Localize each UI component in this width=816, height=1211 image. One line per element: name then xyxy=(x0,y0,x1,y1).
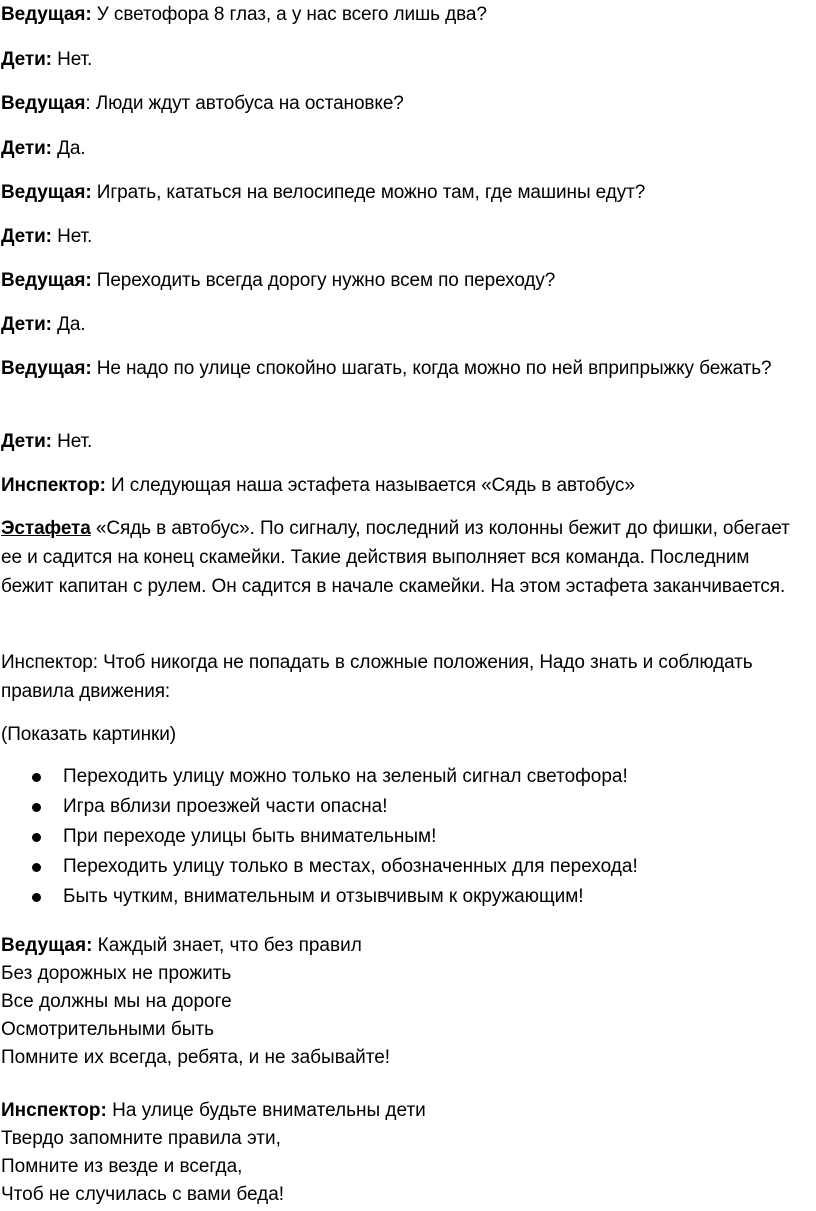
relay-text: «Сядь в автобус». По сигналу, последний из колонны бежит до фишки, обегает ее и садится на конец скамейки. Такие действия выполняет вся команда. Последним бежит капитан с рулем. Он садится в начале скамейки. На этом эстафета заканчивается. xyxy=(1,518,790,597)
dialogue-line-11 xyxy=(1,471,806,500)
line-text: Нет. xyxy=(51,431,93,452)
poem-line: Твердо запомните правила эти, xyxy=(1,1128,281,1149)
speaker-children: Дети: xyxy=(1,314,52,335)
inspector-poem xyxy=(1,1097,426,1209)
bullet-icon xyxy=(32,893,41,902)
speaker-children: Дети: xyxy=(1,138,52,159)
inspector-intro: Инспектор: Чтоб никогда не попадать в сложные положения, Надо знать и соблюдать правила движения: xyxy=(1,652,753,702)
line-text: И следующая наша эстафета называется «Сядь в автобус» xyxy=(105,475,635,496)
line-text: Переходить всегда дорогу нужно всем по переходу? xyxy=(91,270,556,291)
show-pictures-note: (Показать картинки) xyxy=(1,724,176,745)
host-poem xyxy=(1,932,390,1072)
speaker-host: Ведущая: xyxy=(1,4,92,25)
line-text: Не надо по улице спокойно шагать, когда можно по ней вприпрыжку бежать? xyxy=(91,358,772,379)
speaker-host: Ведущая xyxy=(1,93,86,114)
line-text: Да. xyxy=(51,314,86,335)
dialogue-line-10 xyxy=(1,427,806,456)
poem-line: Инспектор: На улице будьте внимательны дети xyxy=(1,1100,426,1121)
poem-line: Осмотрительными быть xyxy=(1,1019,215,1040)
list-item: Переходить улицу можно только на зеленый сигнал светофора! xyxy=(0,762,638,792)
dialogue-line-7 xyxy=(1,266,806,295)
relay-paragraph xyxy=(1,514,796,601)
speaker-host: Ведущая: xyxy=(1,182,92,203)
speaker-children: Дети: xyxy=(1,431,52,452)
dialogue-line-6 xyxy=(1,222,806,251)
dialogue-line-4 xyxy=(1,134,806,163)
rules-list xyxy=(0,762,638,912)
relay-title: Эстафета xyxy=(1,518,91,539)
line-text: Играть, кататься на велосипеде можно там, где машины едут? xyxy=(91,182,646,203)
line-text: У светофора 8 глаз, а у нас всего лишь два? xyxy=(91,4,487,25)
line-text: Да. xyxy=(51,138,86,159)
poem-line: Ведущая: Каждый знает, что без правил xyxy=(1,935,362,956)
poem-line: Без дорожных не прожить xyxy=(1,963,232,984)
line-text: Нет. xyxy=(51,226,93,247)
speaker-host: Ведущая: xyxy=(1,270,92,291)
dialogue-line-1 xyxy=(1,0,806,29)
dialogue-line-2 xyxy=(1,45,806,74)
dialogue-line-8 xyxy=(1,310,806,339)
list-item: Игра вблизи проезжей части опасна! xyxy=(0,792,638,822)
speaker-children: Дети: xyxy=(1,49,52,70)
list-item: Переходить улицу только в местах, обозначенных для перехода! xyxy=(0,852,638,882)
bullet-icon xyxy=(32,863,41,872)
dialogue-line-9 xyxy=(1,354,791,383)
bullet-icon xyxy=(32,833,41,842)
speaker-children: Дети: xyxy=(1,226,52,247)
line-text: Нет. xyxy=(51,49,93,70)
poem-line: Все должны мы на дороге xyxy=(1,991,232,1012)
line-text: : Люди ждут автобуса на остановке? xyxy=(85,93,404,114)
speaker-host: Ведущая: xyxy=(1,358,92,379)
speaker-inspector: Инспектор: xyxy=(1,475,106,496)
bullet-icon xyxy=(32,803,41,812)
poem-line: Помните из везде и всегда, xyxy=(1,1156,243,1177)
poem-line: Чтоб не случилась с вами беда! xyxy=(1,1184,285,1205)
dialogue-line-5 xyxy=(1,178,806,207)
speaker-inspector: Инспектор: xyxy=(1,1100,107,1121)
list-item: Быть чутким, внимательным и отзывчивым к окружающим! xyxy=(0,882,638,912)
speaker-host: Ведущая: xyxy=(1,935,93,956)
dialogue-line-3 xyxy=(1,89,806,118)
list-item: При переходе улицы быть внимательным! xyxy=(0,822,638,852)
bullet-icon xyxy=(32,773,41,782)
poem-line: Помните их всегда, ребята, и не забывайте! xyxy=(1,1047,391,1068)
